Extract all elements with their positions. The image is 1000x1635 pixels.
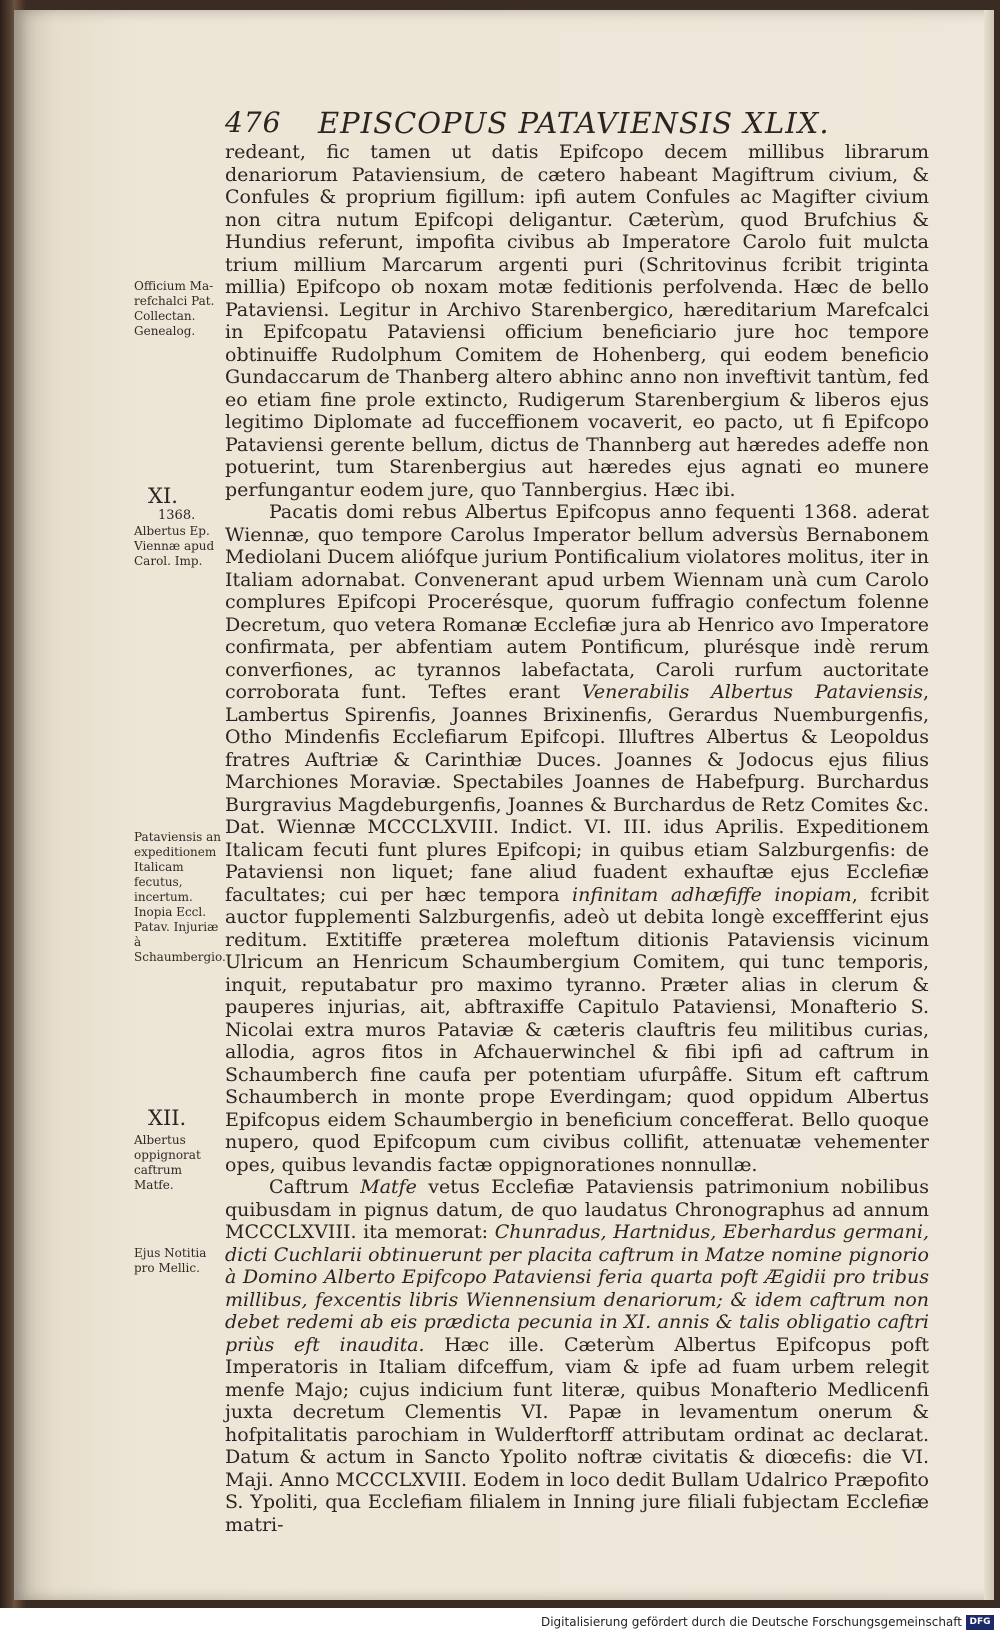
page-header [225, 104, 885, 144]
margin-note-vienna: Albertus Ep. Viennæ apud Carol. Imp. [134, 524, 215, 568]
paragraph-2-text-a: Pacatis domi rebus Albertus Epifcopus anno fequenti 1368. aderat Wiennæ, quo tempore Carolus Imperator bellum adversùs Bernabonem Mediolani Ducem aliófque jurium Pontificalium violatores molitus, iter in Italiam adornabat. Convenerant apud urbem Wiennam unà cum Carolo complures Epifcopi Procerésque, quorum fuffragio confectum folenne Decretum, quo vetera Romanæ Ecclefiæ jura ab Henrico avo Imperatore confirmata, per abfentiam autem Pontificum, plurésque indè rerum converfiones, ac tyrannos labefactata, Caroli rurfum auctoritate corroborata funt. Teftes erant [225, 501, 929, 703]
paragraph-2 [225, 501, 929, 1176]
section-number-xii: XII. [148, 1106, 187, 1130]
footer-bar [0, 1612, 1000, 1635]
running-title: EPISCOPUS PATAVIENSIS XLIX. [318, 106, 830, 140]
paragraph-3-quote: Chunradus, Hartnidus, Eberhardus germani, dicti Cuchlarii obtinuerunt per placita caftrum in Matze nomine pignorio à Domino Alberto Epifcopo Pataviensi feria quarta poft Ægidii pro tribus millibus, fexcentis libris Wiennensium denariorum; & idem caftrum non debet redemi ab eis prædicta pecunia in XI. annis & talis obligatio caftri priùs eft inaudita. [225, 1221, 929, 1356]
page-edge [984, 10, 994, 1600]
paragraph-2-text-c: , fcribit auctor fupplementi Salzburgenfis, adeò ut debita longè exceffferint ejus reditum. Extitiffe præterea moleftum ditionis Pataviensis vicinum Ulricum an Henricum Schaumbergium Comitem, qui tunc temporis, inquit, reputabatur pro maximo tyranno. Præter alias in clerum & pauperes injurias, ait, abftraxiffe Capitulo Pataviensi, Monafterio S. Nicolai extra muros Pataviæ & cæteris clauftris feu militibus curias, allodia, agros fitos in Afchauerwinchel & fibi ipfi ad caftrum in Schaumberch fine caufa per potentiam ufurpâffe. Situm eft caftrum Schaumberch in monte prope Everdingam; quod oppidum Albertus Epifcopus eidem Schaumbergio in beneficium concefferat. Bello quoque nupero, quod Epifcopum cum civibus collifit, attenuatæ vehementer opes, quibus levandis factæ oppignorationes nonnullæ. [225, 883, 929, 1176]
paragraph-3-text-b: vetus Ecclefiæ Pataviensis patrimonium nobilibus quibusdam in pignus datum, de quo laudatus Chronographus ad annum MCCCLXVIII. ita memorat: [225, 1176, 929, 1243]
paragraph-3-text-a: Caftrum [269, 1176, 361, 1198]
margin-note-matfe: Albertus oppignorat caftrum Matfe. [134, 1133, 201, 1192]
page-number: 476 [225, 106, 282, 139]
margin-note-expedition: Pataviensis an expeditionem Italicam fecutus, incertum. Inopia Eccl. Patav. Injuriæ à Schaumbergio. [134, 830, 226, 964]
paragraph-3-italic-a: Matfe [360, 1176, 417, 1198]
paragraph-2-italic-b: infinitam adhæfiffe inopiam [572, 883, 852, 906]
section-number-xi: XI. [148, 484, 178, 508]
dfg-logo: DFG [966, 1615, 994, 1630]
paragraph-1: redeant, fic tamen ut datis Epifcopo decem millibus librarum denariorum Pataviensium, de cætero habeant Magiftrum civium, & Confules & proprium figillum: ipfi autem Confules ac Magifter civium non citra nutum Epifcopi deligantur. Cæterùm, quod Brufchius & Hundius referunt, impofita civibus ab Imperatore Carolo fuit mulcta trium millium Marcarum argenti puri (Schritovinus fcribit triginta millia) Epifcopo ob noxam motæ feditionis perfolvenda. Hæc de bello Pataviensi. Legitur in Archivo Starenbergico, hæreditarium Marefcalci in Epifcopatu Pataviensi officium beneficiario jure hoc tempore obtinuiffe Rudolphum Comitem de Hohenberg, qui eodem beneficio Gundaccarum de Thanberg altero abhinc anno non inveftivit tantùm, fed eo etiam fine prole extincto, Rudigerum Starenbergium & liberos ejus legitimo Diplomate ad fucceffionem vocaverit, eo pacto, ut fi Epifcopo Pataviensi gerente bellum, dictus de Thannberg aut hæredes adeffe non potuerint, tum Starenbergius aut hæredes ejus agnati eo munere perfungantur eodem jure, quo Tannbergius. Hæc ibi. [225, 141, 929, 501]
main-text [225, 141, 930, 1536]
margin-note-officium: Officium Ma-refchalci Pat. Collectan. Genealog. [134, 279, 215, 338]
paragraph-3 [225, 1176, 929, 1536]
paragraph-2-italic-a: Venerabilis Albertus Pataviensis [581, 681, 923, 703]
paragraph-2-text-b: , Lambertus Spirenfis, Joannes Brixinenfis, Gerardus Nuemburgenfis, Otho Mindenfis Ecclefiarum Epifcopi. Illuftres Albertus & Leopoldus fratres Auftriæ & Carinthiæ Duces. Joannes & Jodocus ejus filius Marchiones Moraviæ. Spectabiles Joannes de Habefpurg. Burchardus Burgravius Magdeburgenfis, Joannes & Burchardus de Retz Comites &c. Dat. Wiennæ MCCCLXVIII. Indict. VI. III. idus Aprilis. Expeditionem Italicam fecuti funt plures Epifcopi; in quibus etiam Salzburgenfis: de Pataviensi non liquet; fane aliud fuadent exhauftæ ejus Ecclefiæ facultates; cui per hæc tempora [225, 681, 929, 906]
margin-note-notitia: Ejus Notitia pro Mellic. [134, 1246, 207, 1275]
footer-credit: Digitalisierung gefördert durch die Deutsche Forschungsgemeinschaft [540, 1615, 962, 1629]
margin-year: 1368. [158, 508, 196, 523]
paragraph-3-text-c: Hæc ille. Cæterùm Albertus Epifcopus poft Imperatoris in Italiam difceffum, viam & ipfe ad fuam urbem relegit menfe Majo; cujus indicium funt literæ, quibus Monafterio Medlicenfi juxta decretum Clementis VI. Papæ in levamentum onerum & hofpitalitatis parochiam in Wulderftorff attributam ordinat ac declarat. Datum & actum in Sancto Ypolito noftræ civitatis & diœcefis: die VI. Maji. Anno MCCCLXVIII. Eodem in loco dedit Bullam Udalrico Præpofito S. Ypoliti, qua Ecclefiam filialem in Inning jure filiali fubjectam Ecclefiæ matri- [225, 1333, 930, 1536]
